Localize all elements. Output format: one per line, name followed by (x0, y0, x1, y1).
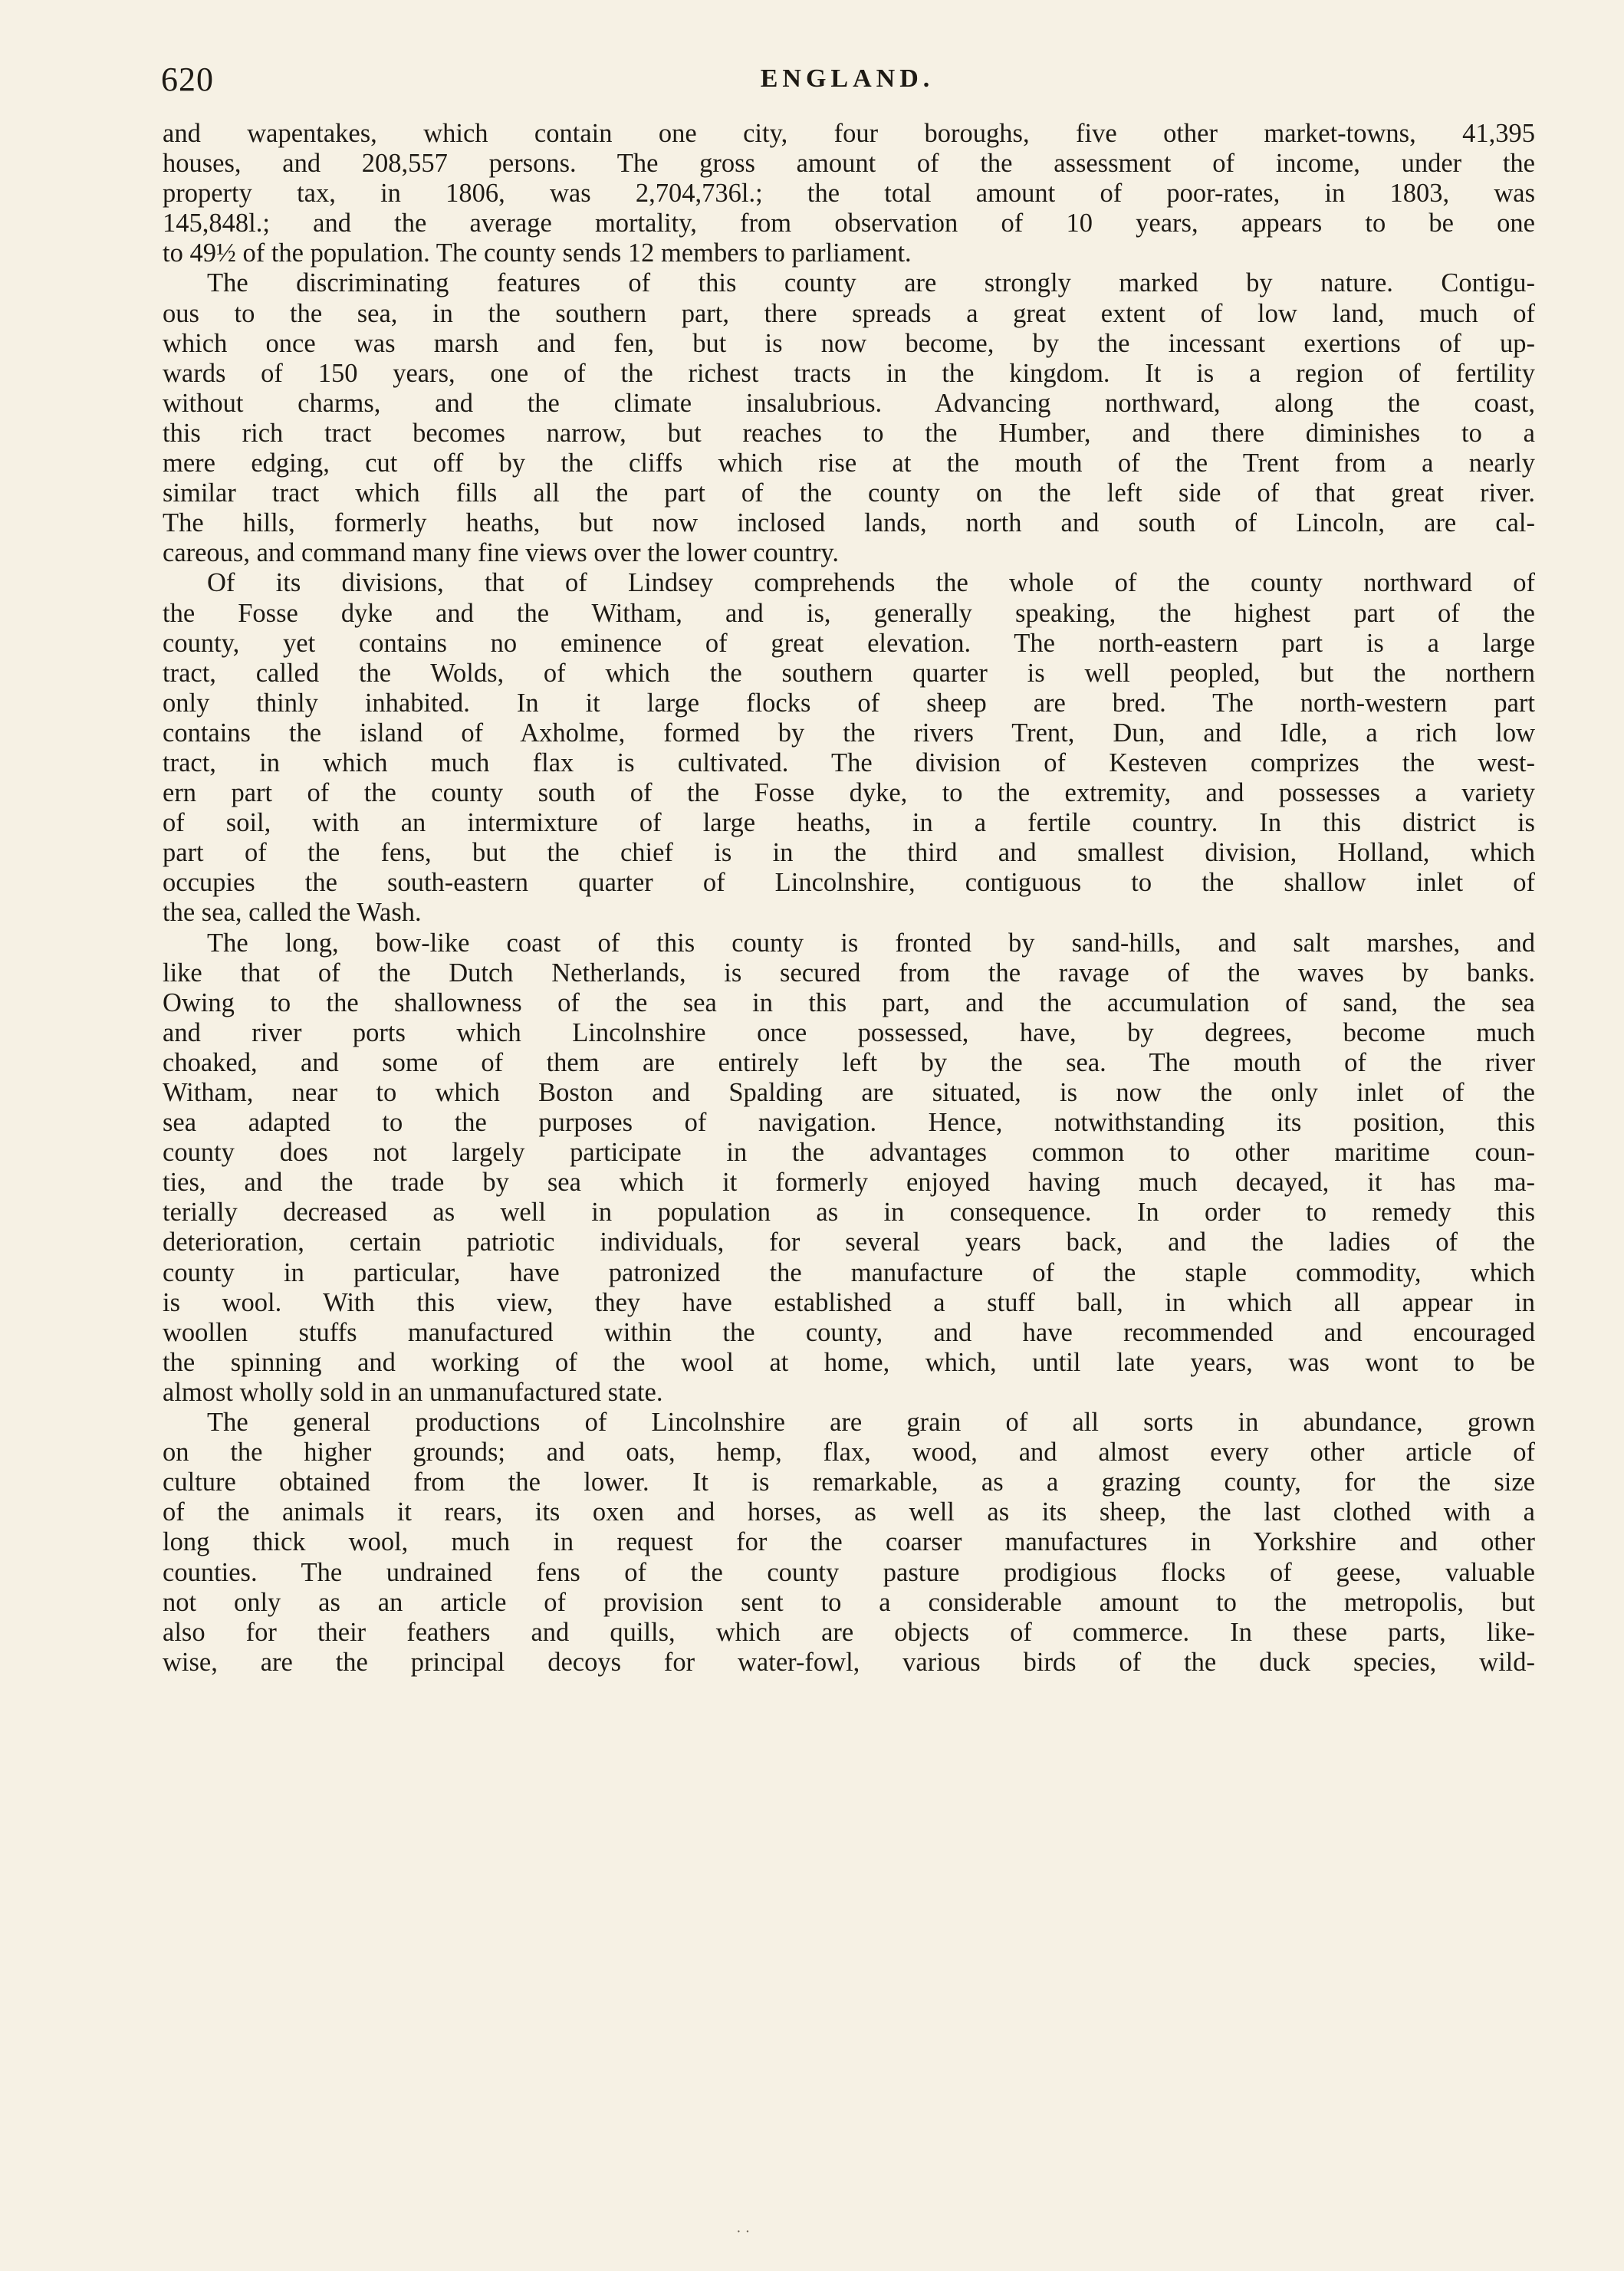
text-line: 145,848l.; and the average mortality, from observation of 10 years, appears to be one (163, 209, 1535, 238)
text-line: mere edging, cut off by the cliffs which rise at the mouth of the Trent from a nearly (163, 449, 1535, 478)
paragraph-1 (163, 119, 1535, 268)
printer-mark: · · (736, 2223, 751, 2240)
text-line: careous, and command many fine views over the lower country. (163, 538, 840, 568)
text-line: contains the island of Axholme, formed by the rivers Trent, Dun, and Idle, a rich low (163, 718, 1535, 748)
running-title: ENGLAND. (760, 64, 935, 93)
text-line: ern part of the county south of the Fosse dyke, to the extremity, and possesses a variety (163, 778, 1535, 808)
text-line: to 49½ of the population. The county sends 12 members to parliament. (163, 238, 912, 268)
paragraph-3 (163, 568, 1535, 928)
text-line: the sea, called the Wash. (163, 898, 422, 928)
text-line: ous to the sea, in the southern part, there spreads a great extent of low land, much of (163, 298, 1535, 328)
text-line: on the higher grounds; and oats, hemp, flax, wood, and almost every other article of (163, 1438, 1535, 1467)
text-line: without charms, and the climate insalubrious. Advancing northward, along the coast, (163, 388, 1535, 418)
text-line: counties. The undrained fens of the county pasture prodigious flocks of geese, valuable (163, 1557, 1535, 1587)
text-line: terially decreased as well in population as in consequence. In order to remedy this (163, 1198, 1535, 1228)
text-line: Owing to the shallowness of the sea in this part, and the accumulation of sand, the sea (163, 988, 1535, 1017)
text-line: long thick wool, much in request for the coarser manufactures in Yorkshire and other (163, 1527, 1535, 1557)
text-line: Witham, near to which Boston and Spalding are situated, is now the only inlet of the (163, 1078, 1535, 1107)
running-head (161, 60, 1534, 106)
text-line: The long, bow-like coast of this county is fronted by sand-hills, and salt marshes, and (207, 928, 1535, 958)
text-line: and river ports which Lincolnshire once possessed, have, by degrees, become much (163, 1017, 1535, 1047)
text-line: property tax, in 1806, was 2,704,736l.; the total amount of poor-rates, in 1803, was (163, 179, 1535, 209)
text-line: almost wholly sold in an unmanufactured state. (163, 1377, 663, 1407)
text-line: this rich tract becomes narrow, but reaches to the Humber, and there diminishes to a (163, 418, 1535, 448)
text-line: like that of the Dutch Netherlands, is secured from the ravage of the waves by banks. (163, 958, 1535, 988)
text-line: only thinly inhabited. In it large flocks of sheep are bred. The north-western part (163, 688, 1535, 718)
text-line: Of its divisions, that of Lindsey comprehends the whole of the county northward of (207, 568, 1535, 598)
text-line: The discriminating features of this county are strongly marked by nature. Contigu- (207, 268, 1535, 298)
text-line: similar tract which fills all the part of the county on the left side of that great river. (163, 478, 1535, 508)
text-line: sea adapted to the purposes of navigation. Hence, notwithstanding its position, this (163, 1108, 1535, 1138)
text-line: of soil, with an intermixture of large heaths, in a fertile country. In this district is (163, 808, 1535, 838)
page-number: 620 (161, 61, 214, 98)
paragraph-5 (163, 1408, 1535, 1678)
text-line: The hills, formerly heaths, but now inclosed lands, north and south of Lincoln, are cal- (163, 508, 1535, 538)
text-line: wards of 150 years, one of the richest tracts in the kingdom. It is a region of fertility (163, 358, 1535, 388)
text-line: county does not largely participate in the advantages common to other maritime coun- (163, 1138, 1535, 1168)
text-line: part of the fens, but the chief is in the third and smallest division, Holland, which (163, 838, 1535, 868)
text-line: is wool. With this view, they have established a stuff ball, in which all appear in (163, 1287, 1535, 1317)
text-line: not only as an article of provision sent to a considerable amount to the metropolis, but (163, 1587, 1535, 1617)
text-line: tract, in which much flax is cultivated. The division of Kesteven comprizes the west- (163, 748, 1535, 777)
text-line: houses, and 208,557 persons. The gross amount of the assessment of income, under the (163, 149, 1535, 179)
text-line: county in particular, have patronized the manufacture of the staple commodity, which (163, 1257, 1535, 1287)
text-line: which once was marsh and fen, but is now become, by the incessant exertions of up- (163, 328, 1535, 358)
text-line: of the animals it rears, its oxen and horses, as well as its sheep, the last clothed with a (163, 1497, 1535, 1527)
text-line: wise, are the principal decoys for water-fowl, various birds of the duck species, wild- (163, 1647, 1535, 1677)
text-line: ties, and the trade by sea which it formerly enjoyed having much decayed, it has ma- (163, 1168, 1535, 1198)
text-line: tract, called the Wolds, of which the southern quarter is well peopled, but the northern (163, 658, 1535, 688)
text-line: culture obtained from the lower. It is remarkable, as a grazing county, for the size (163, 1467, 1535, 1497)
text-line: the Fosse dyke and the Witham, and is, generally speaking, the highest part of the (163, 598, 1535, 628)
text-line: occupies the south-eastern quarter of Lincolnshire, contiguous to the shallow inlet of (163, 868, 1535, 898)
text-line: woollen stuffs manufactured within the county, and have recommended and encouraged (163, 1317, 1535, 1347)
text-line: deterioration, certain patriotic individuals, for several years back, and the ladies of the (163, 1228, 1535, 1257)
text-line: choaked, and some of them are entirely left by the sea. The mouth of the river (163, 1047, 1535, 1077)
text-line: The general productions of Lincolnshire are grain of all sorts in abundance, grown (207, 1408, 1535, 1438)
text-line: county, yet contains no eminence of great elevation. The north-eastern part is a large (163, 628, 1535, 658)
paragraph-4 (163, 928, 1535, 1408)
paragraph-2 (163, 268, 1535, 568)
text-line: also for their feathers and quills, which are objects of commerce. In these parts, like- (163, 1617, 1535, 1647)
text-line: and wapentakes, which contain one city, four boroughs, five other market-towns, 41,395 (163, 119, 1535, 148)
text-line: the spinning and working of the wool at home, which, until late years, was wont to be (163, 1347, 1535, 1377)
text-body (163, 119, 1535, 1678)
